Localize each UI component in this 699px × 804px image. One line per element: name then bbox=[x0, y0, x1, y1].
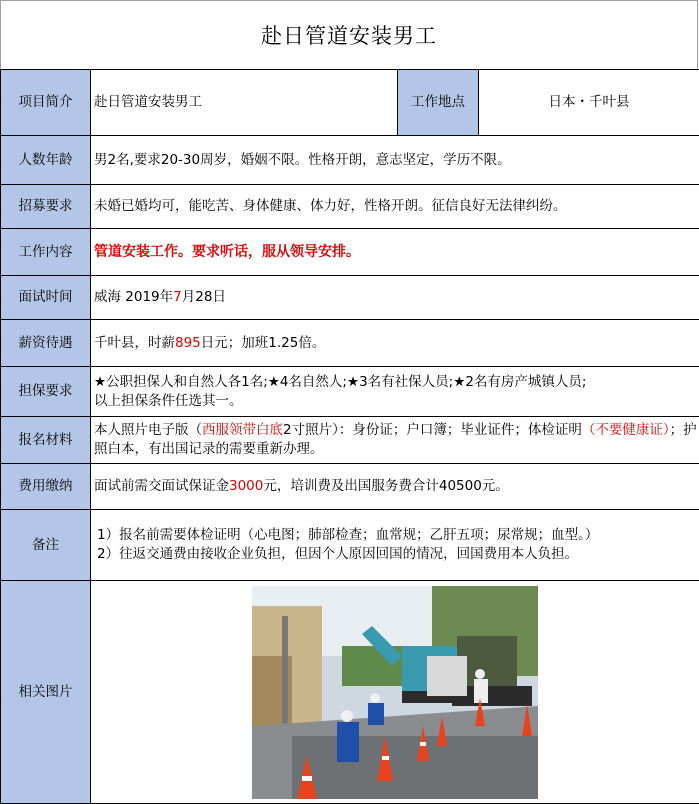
value-people: 男2名,要求20-30周岁，婚姻不限。性格开朗，意志坚定，学历不限。 bbox=[91, 136, 699, 185]
fees-prefix: 面试前需交面试保证金 bbox=[94, 478, 229, 494]
interview-prefix: 威海 2019年 bbox=[94, 289, 173, 305]
construction-scene-image bbox=[252, 586, 538, 799]
row-interview bbox=[1, 276, 699, 320]
label-photos: 相关图片 bbox=[1, 581, 91, 804]
value-materials bbox=[91, 417, 699, 464]
label-people: 人数年龄 bbox=[1, 136, 91, 185]
guarantee-line1: ★公职担保人和自然人各1名;★4名自然人;★3名有社保人员;★2名有房产城镇人员; bbox=[94, 373, 697, 392]
interview-suffix: 日 bbox=[212, 289, 226, 305]
value-notes bbox=[91, 510, 699, 581]
materials-p2: 2寸照片）：身份证；户口簿；毕业证件；体检证明 bbox=[283, 422, 582, 438]
label-requirement: 招募要求 bbox=[1, 185, 91, 229]
label-content: 工作内容 bbox=[1, 229, 91, 276]
salary-suffix: 日元；加班1.25倍。 bbox=[201, 335, 326, 351]
row-fees bbox=[1, 464, 699, 510]
label-notes: 备注 bbox=[1, 510, 91, 581]
materials-r1: 西服领带白底 bbox=[202, 422, 283, 438]
value-project: 赴日管道安装男工 bbox=[91, 70, 398, 136]
fees-amount: 3000 bbox=[229, 478, 263, 494]
row-photos bbox=[1, 581, 699, 804]
row-notes bbox=[1, 510, 699, 581]
row-salary bbox=[1, 320, 699, 367]
note-line-1: 1）报名前需要体检证明（心电图；肺部检查；血常规；乙肝五项；尿常规；血型。） bbox=[94, 526, 697, 545]
label-materials: 报名材料 bbox=[1, 417, 91, 464]
materials-p3: ；护照白本，有出国记录的需要重新办理。 bbox=[94, 422, 697, 457]
construction-photo bbox=[252, 586, 538, 799]
label-salary: 薪资待遇 bbox=[1, 320, 91, 367]
salary-amount: 895 bbox=[175, 335, 201, 351]
row-people bbox=[1, 136, 699, 185]
row-requirement bbox=[1, 185, 699, 229]
interview-mid: 月 bbox=[182, 289, 196, 305]
page-title: 赴日管道安装男工 bbox=[0, 0, 698, 69]
materials-r2: （不要健康证） bbox=[582, 422, 670, 438]
value-content: 管道安装工作。要求听话，服从领导安排。 bbox=[91, 229, 699, 276]
interview-month: 7 bbox=[173, 289, 182, 305]
label-fees: 费用缴纳 bbox=[1, 464, 91, 510]
value-photos bbox=[91, 581, 699, 804]
label-location: 工作地点 bbox=[398, 70, 479, 136]
value-salary bbox=[91, 320, 699, 367]
fees-suffix: 元，培训费及出国服务费合计40500元。 bbox=[263, 478, 508, 494]
row-guarantee bbox=[1, 367, 699, 417]
salary-prefix: 千叶县，时薪 bbox=[94, 335, 175, 351]
label-project: 项目简介 bbox=[1, 70, 91, 136]
value-location: 日本・千叶县 bbox=[479, 70, 699, 136]
interview-day: 28 bbox=[195, 289, 212, 305]
value-guarantee bbox=[91, 367, 699, 417]
value-fees bbox=[91, 464, 699, 510]
materials-p1: 本人照片电子版（ bbox=[94, 422, 202, 438]
row-content bbox=[1, 229, 699, 276]
label-guarantee: 担保要求 bbox=[1, 367, 91, 417]
job-info-table bbox=[0, 69, 699, 804]
guarantee-line2: 以上担保条件任选其一。 bbox=[94, 392, 697, 411]
value-requirement: 未婚已婚均可，能吃苦、身体健康、体力好，性格开朗。征信良好无法律纠纷。 bbox=[91, 185, 699, 229]
note-line-2: 2）往返交通费由接收企业负担，但因个人原因回国的情况，回国费用本人负担。 bbox=[94, 545, 697, 564]
row-materials bbox=[1, 417, 699, 464]
row-project bbox=[1, 70, 699, 136]
label-interview: 面试时间 bbox=[1, 276, 91, 320]
value-interview bbox=[91, 276, 699, 320]
